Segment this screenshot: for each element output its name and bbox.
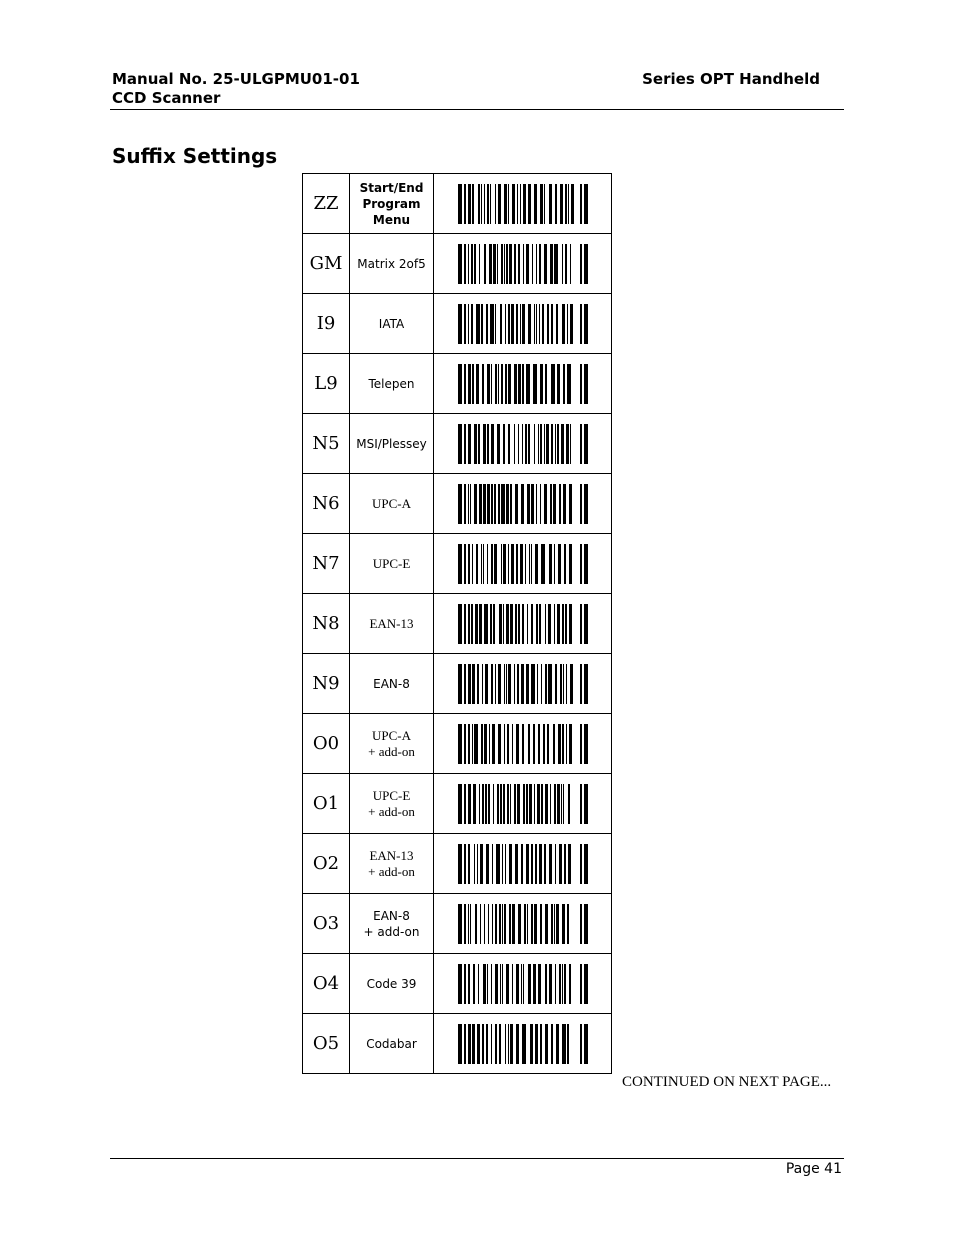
barcode-cell bbox=[434, 174, 612, 234]
section-title: Suffix Settings bbox=[112, 144, 278, 168]
suffix-code: ZZ bbox=[303, 174, 350, 234]
symbology-label bbox=[350, 294, 434, 354]
manual-number: Manual No. 25-ULGPMU01-01 bbox=[112, 70, 360, 88]
suffix-code: N8 bbox=[303, 594, 350, 654]
symbology-label bbox=[350, 1014, 434, 1074]
suffix-code: N7 bbox=[303, 534, 350, 594]
symbology-label bbox=[350, 414, 434, 474]
barcode-cell bbox=[434, 234, 612, 294]
suffix-row bbox=[303, 594, 612, 654]
suffix-row bbox=[303, 294, 612, 354]
barcode-cell bbox=[434, 954, 612, 1014]
suffix-row bbox=[303, 354, 612, 414]
barcode-image bbox=[458, 964, 588, 1004]
suffix-row bbox=[303, 954, 612, 1014]
suffix-code: O3 bbox=[303, 894, 350, 954]
barcode-cell bbox=[434, 714, 612, 774]
page-number: Page 41 bbox=[785, 1161, 842, 1177]
barcode-cell bbox=[434, 834, 612, 894]
barcode-image bbox=[458, 784, 588, 824]
barcode-cell bbox=[434, 474, 612, 534]
suffix-code: N9 bbox=[303, 654, 350, 714]
barcode-image bbox=[458, 484, 588, 524]
symbology-label bbox=[350, 174, 434, 234]
symbology-label bbox=[350, 354, 434, 414]
barcode-image bbox=[458, 664, 588, 704]
suffix-code: O5 bbox=[303, 1014, 350, 1074]
suffix-settings-table bbox=[302, 173, 612, 1074]
symbology-label-line: Telepen bbox=[368, 376, 415, 391]
header-manual bbox=[112, 70, 360, 108]
barcode-image bbox=[458, 304, 588, 344]
suffix-code: O2 bbox=[303, 834, 350, 894]
symbology-label-line: Code 39 bbox=[366, 976, 417, 991]
barcode-image bbox=[458, 604, 588, 644]
symbology-label-line: Matrix 2of5 bbox=[357, 256, 426, 271]
suffix-code: O0 bbox=[303, 714, 350, 774]
suffix-row bbox=[303, 474, 612, 534]
barcode-cell bbox=[434, 294, 612, 354]
suffix-row bbox=[303, 534, 612, 594]
symbology-label-line: EAN-13 bbox=[369, 847, 414, 863]
barcode-image bbox=[458, 364, 588, 404]
symbology-label-line: + add-on bbox=[368, 863, 415, 879]
product-name: CCD Scanner bbox=[112, 89, 221, 107]
suffix-row bbox=[303, 414, 612, 474]
symbology-label-line: UPC-A bbox=[371, 727, 411, 743]
symbology-label bbox=[350, 594, 434, 654]
suffix-code: N5 bbox=[303, 414, 350, 474]
suffix-code: N6 bbox=[303, 474, 350, 534]
barcode-image bbox=[458, 544, 588, 584]
symbology-label-line: EAN-8 bbox=[373, 908, 410, 923]
barcode-cell bbox=[434, 414, 612, 474]
barcode-cell bbox=[434, 894, 612, 954]
symbology-label-line: Codabar bbox=[366, 1036, 417, 1051]
suffix-row bbox=[303, 1014, 612, 1074]
barcode-cell bbox=[434, 354, 612, 414]
suffix-code: O1 bbox=[303, 774, 350, 834]
symbology-label-line: EAN-8 bbox=[373, 676, 410, 691]
symbology-label bbox=[350, 894, 434, 954]
barcode-cell bbox=[434, 1014, 612, 1074]
suffix-row bbox=[303, 174, 612, 234]
symbology-label bbox=[350, 534, 434, 594]
symbology-label-line: + add-on bbox=[368, 743, 415, 759]
barcode-image bbox=[458, 424, 588, 464]
barcode-cell bbox=[434, 774, 612, 834]
suffix-row bbox=[303, 834, 612, 894]
suffix-code: GM bbox=[303, 234, 350, 294]
footer-divider bbox=[110, 1158, 844, 1159]
header-series: Series OPT Handheld bbox=[642, 70, 820, 88]
barcode-cell bbox=[434, 594, 612, 654]
symbology-label-line: IATA bbox=[378, 316, 405, 331]
suffix-row bbox=[303, 894, 612, 954]
symbology-label-line: MSI/Plessey bbox=[356, 436, 427, 451]
symbology-label-line: + add-on bbox=[368, 803, 415, 819]
suffix-row bbox=[303, 714, 612, 774]
symbology-label bbox=[350, 954, 434, 1014]
symbology-label-line: Menu bbox=[372, 212, 411, 227]
suffix-code: L9 bbox=[303, 354, 350, 414]
symbology-label-line: UPC-E bbox=[372, 787, 411, 803]
barcode-cell bbox=[434, 654, 612, 714]
symbology-label bbox=[350, 234, 434, 294]
barcode-cell bbox=[434, 534, 612, 594]
barcode-image bbox=[458, 844, 588, 884]
barcode-image bbox=[458, 1024, 588, 1064]
symbology-label-line: EAN-13 bbox=[369, 615, 414, 631]
symbology-label-line: + add-on bbox=[363, 924, 420, 939]
barcode-image bbox=[458, 184, 588, 224]
symbology-label-line: UPC-A bbox=[371, 495, 411, 511]
barcode-image bbox=[458, 724, 588, 764]
symbology-label-line: UPC-E bbox=[372, 555, 411, 571]
suffix-row bbox=[303, 774, 612, 834]
header-divider bbox=[110, 109, 844, 110]
suffix-code: I9 bbox=[303, 294, 350, 354]
barcode-image bbox=[458, 904, 588, 944]
symbology-label-line: Start/End bbox=[359, 180, 424, 195]
suffix-row bbox=[303, 234, 612, 294]
symbology-label bbox=[350, 774, 434, 834]
symbology-label bbox=[350, 654, 434, 714]
symbology-label-line: Program bbox=[362, 196, 421, 211]
symbology-label bbox=[350, 474, 434, 534]
symbology-label bbox=[350, 834, 434, 894]
barcode-image bbox=[458, 244, 588, 284]
symbology-label bbox=[350, 714, 434, 774]
suffix-code: O4 bbox=[303, 954, 350, 1014]
suffix-row bbox=[303, 654, 612, 714]
continued-note: CONTINUED ON NEXT PAGE... bbox=[622, 1074, 832, 1090]
